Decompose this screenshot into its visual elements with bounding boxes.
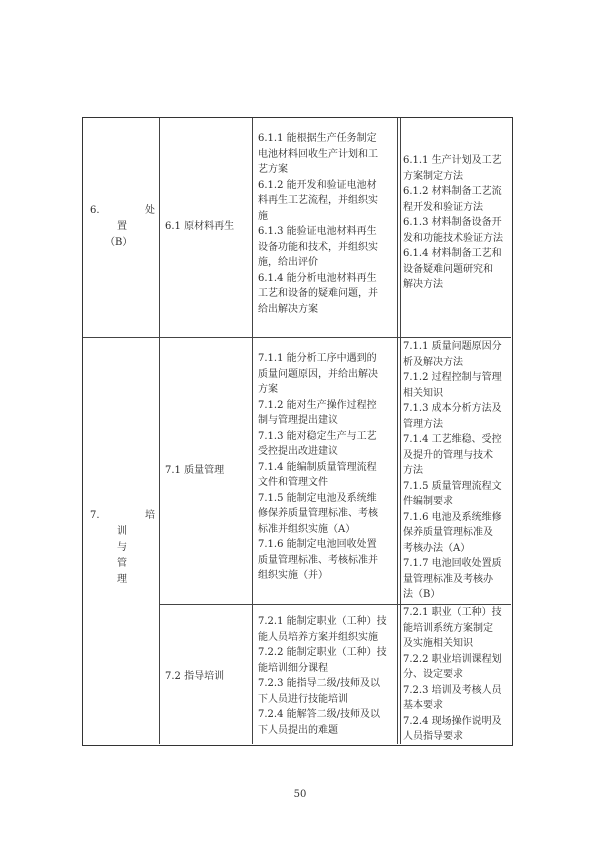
category-char: 处: [145, 205, 155, 216]
category-char: 管: [117, 558, 127, 569]
subsection-name: 7.1 质量管理: [165, 465, 225, 476]
category-char: 训: [117, 526, 127, 537]
skills-table: [82, 117, 513, 746]
related-knowledge: 6.1.1 生产计划及工艺 方案制定方法 6.1.2 材料制备工艺流 程开发和验证方法 6.1.3 材料制备设备开 发和功能技术验证方法 6.1.4 材料制备工艺和 设备疑难问题研究和 解决方法: [403, 155, 503, 290]
column-divider: [252, 118, 253, 744]
row-divider: [83, 337, 511, 338]
category-suffix: （B）: [105, 237, 133, 248]
column-divider: [400, 118, 401, 744]
related-knowledge: 7.1.1 质量问题原因分 析及解决方法 7.1.2 过程控制与管理 相关知识 7.1.3 成本分析方法及 管理方法 7.1.4 工艺维稳、受控 及提升的管理与技术 方法 7.1.5 质量管理流程文 件编制要求 7.1.6 电池及系统维修 保养质量管理标准及 考核办法（A） 7.1.7 电池回收处置质 量管理标准及考核办 法（B）: [403, 341, 502, 600]
page-number: 50: [293, 789, 307, 800]
category-number: 6.: [90, 205, 100, 216]
related-knowledge: 7.2.1 职业（工种）技 能培训系统方案制定 及实施相关知识 7.2.2 职业培训课程划 分、设定要求 7.2.3 培训及考核人员 基本要求 7.2.4 现场操作说明及 人员指导要求: [403, 607, 502, 742]
category-number: 7.: [90, 510, 100, 521]
subsection-name: 7.2 指导培训: [165, 671, 225, 682]
skill-requirements: 7.2.1 能制定职业（工种）技 能人员培养方案并组织实施 7.2.2 能制定职业（工种）技 能培训细分课程 7.2.3 能指导二级/技师及以 下人员进行技能培训 7.2.4 能解答二级/技师及以 下人员提出的难题: [258, 616, 387, 736]
column-divider: [397, 118, 398, 744]
category-char: 理: [117, 574, 127, 585]
category-char: 与: [117, 542, 127, 553]
category-char: 置: [117, 221, 127, 232]
skill-requirements: 6.1.1 能根据生产任务制定 电池材料回收生产计划和工 艺方案 6.1.2 能开发和验证电池材 料再生工艺流程，并组织实 施 6.1.3 能验证电池材料再生 设备功能和技术，并组织实 施，给出评价 6.1.4 能分析电池材料再生 工艺和设备的疑难问题，并 给出解决方案: [258, 133, 378, 315]
subsection-name: 6.1 原材料再生: [165, 221, 235, 232]
skill-requirements: 7.1.1 能分析工序中遇到的 质量问题原因，并给出解决 方案 7.1.2 能对生产操作过程控 制与管理提出建议 7.1.3 能对稳定生产与工艺 受控提出改进建议 7.1.4 能编制质量管理流程 文件和管理文件 7.1.5 能制定电池及系统维 修保养质量管理标准、考核 标准并组织实施（A） 7.1.6 能制定电池回收处置 质量管理标准、考核标准并 组织实施（并）: [258, 353, 378, 581]
column-divider: [159, 118, 160, 744]
category-char: 培: [145, 510, 155, 521]
